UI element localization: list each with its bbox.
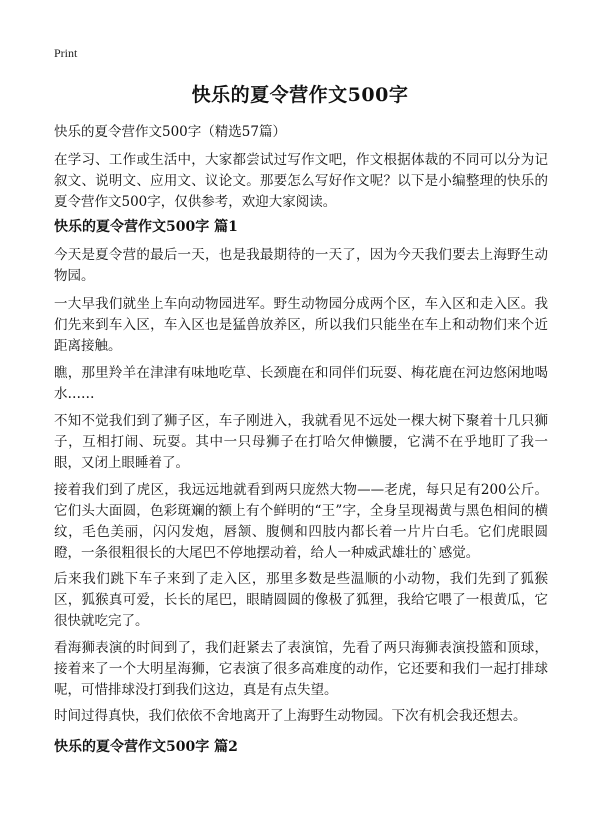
section-2-heading: 快乐的夏令营作文500字 篇2 bbox=[54, 739, 238, 755]
print-link[interactable]: Print bbox=[54, 46, 78, 60]
section-1-paragraph: 不知不觉我们到了狮子区，车子刚进入，我就看见不远处一棵大树下聚着十几只狮子，互相打闹、玩耍。其中一只母狮子在打哈欠伸懒腰，它满不在乎地盯了我一眼，又闭上眼睡着了。 bbox=[54, 413, 548, 471]
section-1-paragraph: 接着我们到了虎区，我远远地就看到两只庞然大物——老虎，每只足有200公斤。它们头大面圆，色彩斑斓的额上有个鲜明的“王”字，全身呈现褐黄与黑色相间的横纹，毛色美丽，闪闪发炮，唇颔、腹侧和四肢内都长着一片片白毛。它们虎眼圆瞪，一条很粗很长的大尾巴不停地摆动着，给人一种威武雄壮的`感觉。 bbox=[54, 482, 548, 561]
section-1-paragraph: 看海狮表演的时间到了，我们赶紧去了表演馆，先看了两只海狮表演投篮和顶球，接着来了一个大明星海狮，它表演了很多高难度的动作，它还要和我们一起打排球呢，可惜排球没打到我们这边，真是有点失望。 bbox=[54, 640, 548, 698]
section-1-heading: 快乐的夏令营作文500字 篇1 bbox=[54, 219, 238, 235]
section-1-paragraph: 瞧，那里羚羊在津津有味地吃草、长颈鹿在和同伴们玩耍、梅花鹿在河边悠闲地喝水…… bbox=[54, 365, 548, 402]
section-1-paragraph: 一大早我们就坐上车向动物园进军。野生动物园分成两个区，车入区和走入区。我们先来到车入区，车入区也是猛兽放养区，所以我们只能坐在车上和动物们来个近距离接触。 bbox=[54, 296, 548, 354]
section-1-paragraph: 后来我们跳下车子来到了走入区，那里多数是些温顺的小动物，我们先到了狐猴区，狐猴真可爱，长长的尾巴，眼睛圆圆的像极了狐狸，我给它喂了一根黄瓜，它很快就吃完了。 bbox=[54, 571, 548, 629]
intro-paragraph: 在学习、工作或生活中，大家都尝试过写作文吧，作文根据体裁的不同可以分为记叙文、说明文、应用文、议论文。那要怎么写好作文呢？以下是小编整理的快乐的夏令营作文500字，仅供参考，欢迎大家阅读。 bbox=[54, 152, 548, 210]
section-1-paragraph: 时间过得真快，我们依依不舍地离开了上海野生动物园。下次有机会我还想去。 bbox=[54, 708, 527, 724]
section-1-paragraph: 今天是夏令营的最后一天，也是我最期待的一天了，因为今天我们要去上海野生动物园。 bbox=[54, 247, 548, 284]
page-title: 快乐的夏令营作文500字 bbox=[191, 84, 409, 106]
page-subtitle: 快乐的夏令营作文500字（精选57篇） bbox=[54, 124, 286, 140]
